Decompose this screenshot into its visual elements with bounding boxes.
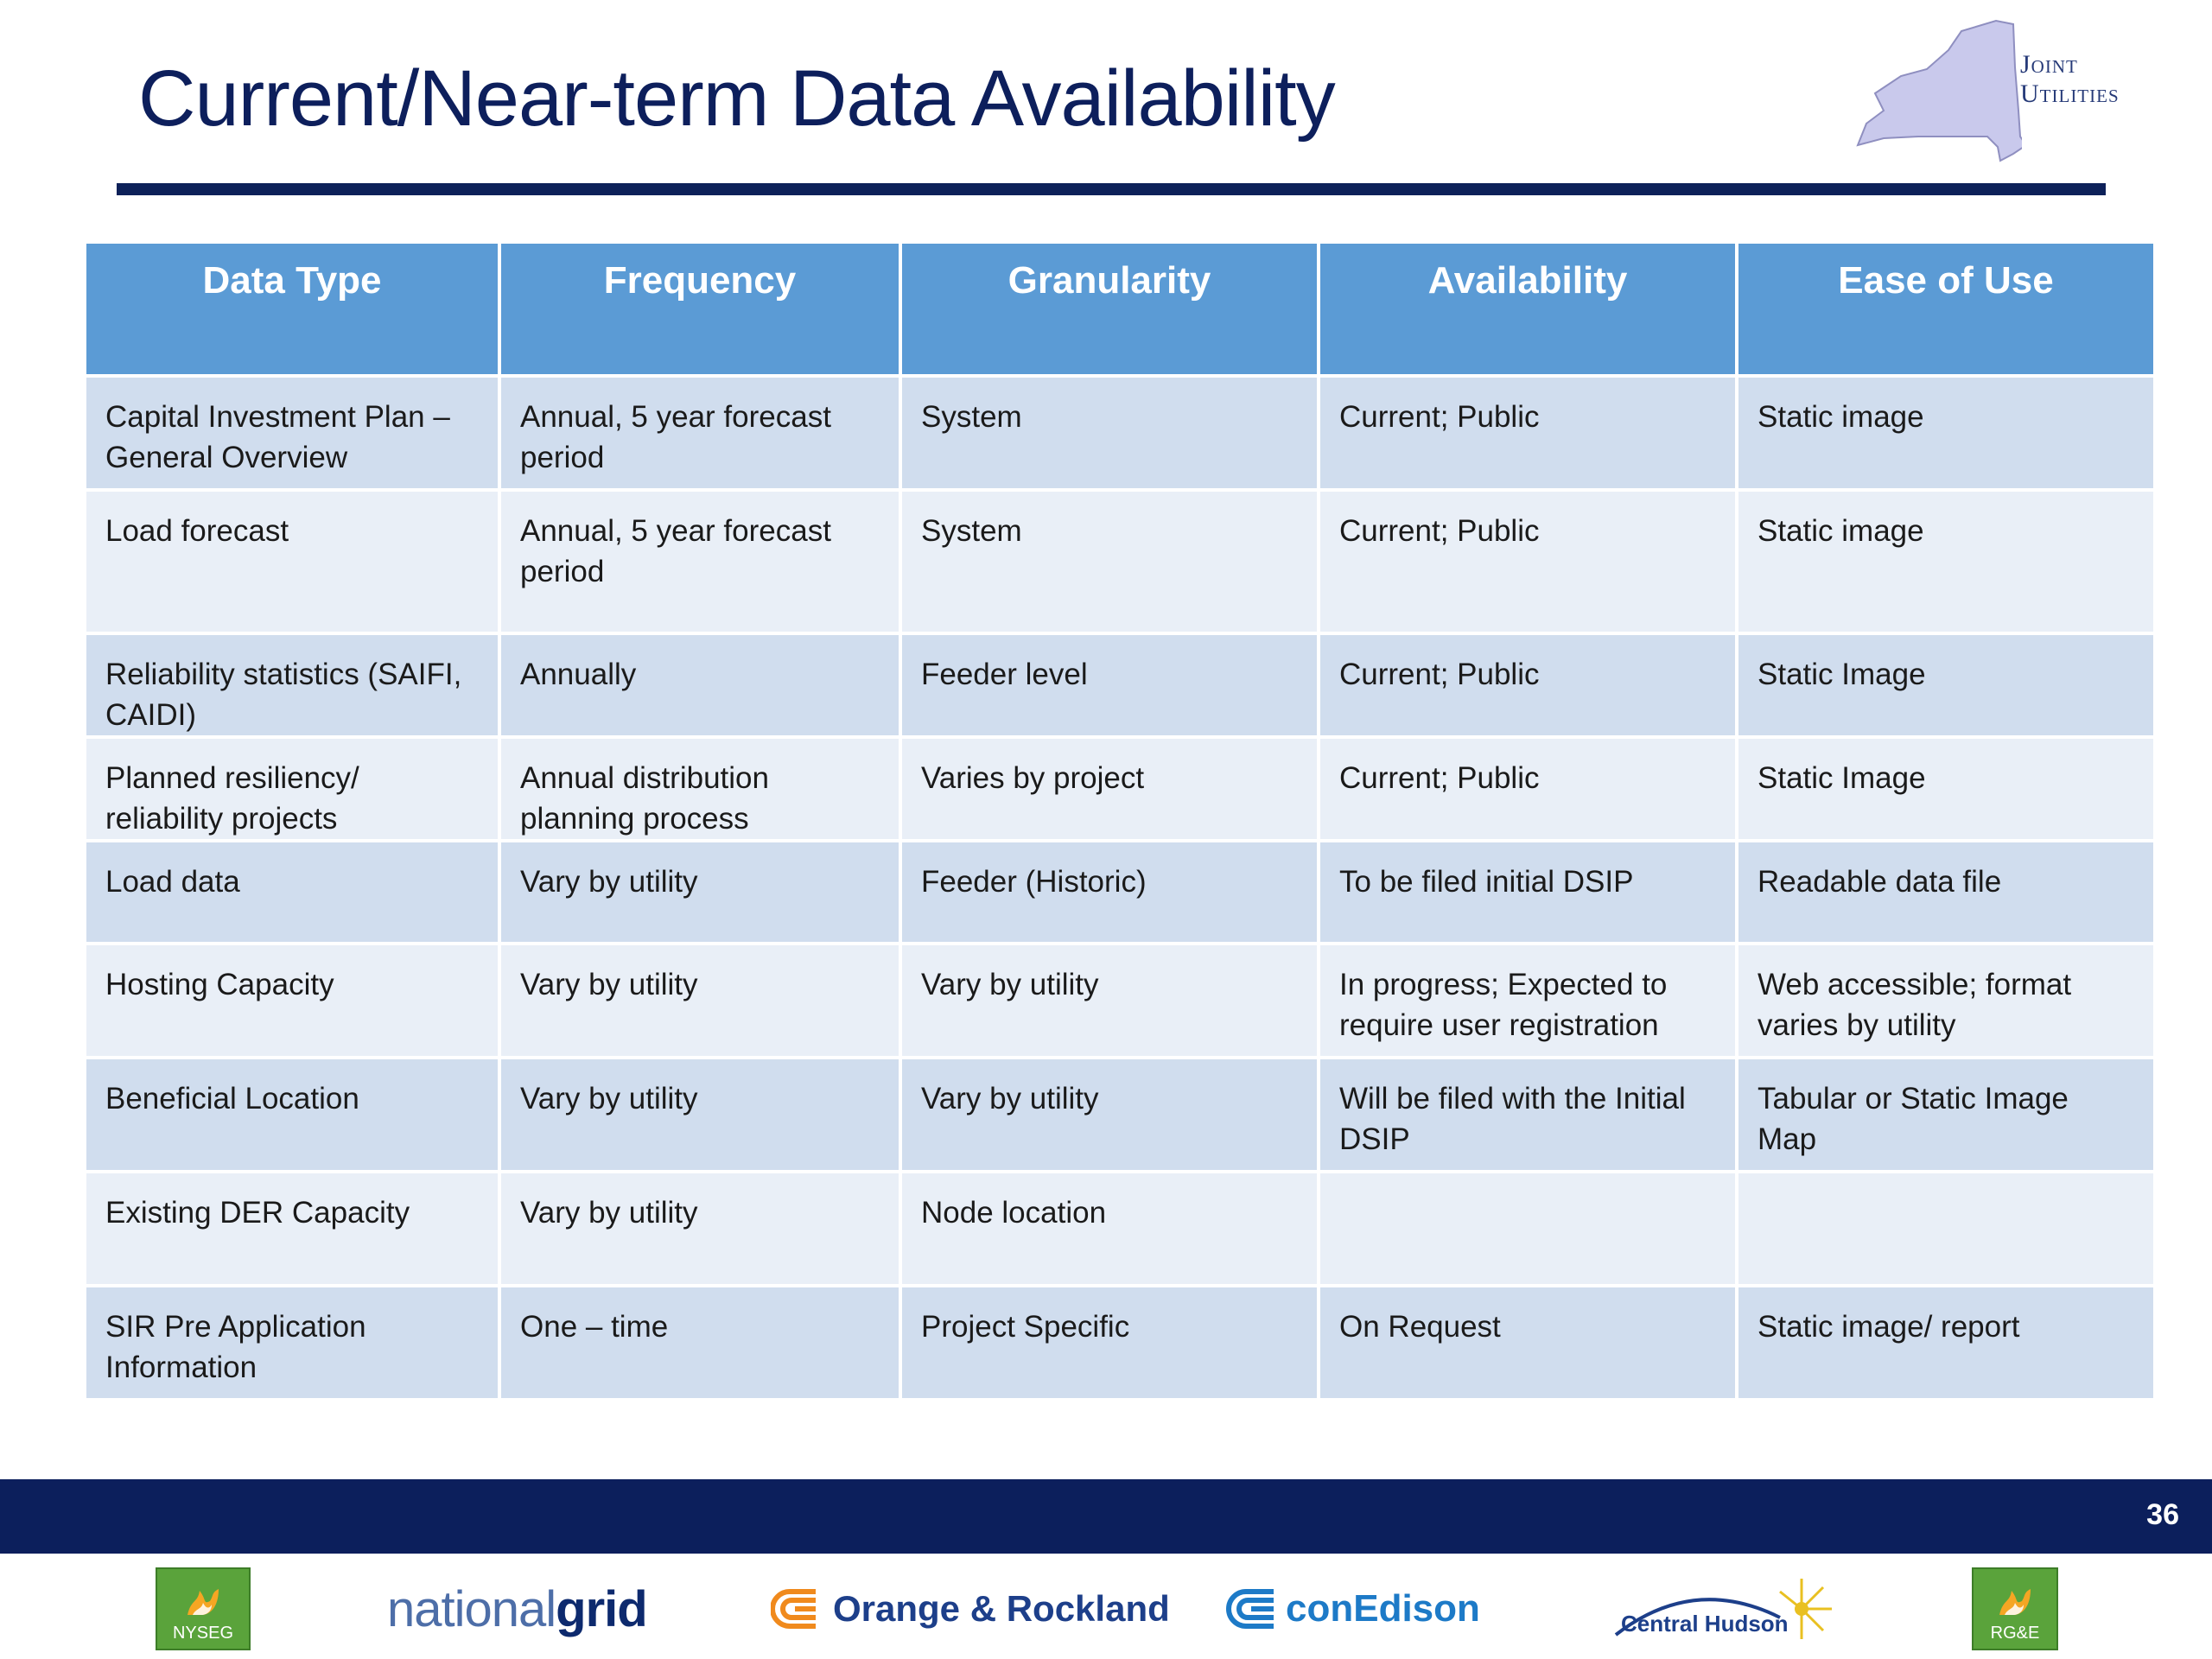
cell-ease-of-use: Tabular or Static Image Map bbox=[1738, 1059, 2153, 1170]
cell-granularity: System bbox=[902, 378, 1317, 488]
national-grid-wordmark bbox=[387, 1580, 647, 1638]
cell-data-type: Planned resiliency/ reliability projects bbox=[86, 739, 498, 839]
table-header-row bbox=[86, 244, 2153, 374]
cell-frequency: One – time bbox=[501, 1287, 899, 1398]
table-row bbox=[86, 635, 2153, 735]
cell-data-type: Hosting Capacity bbox=[86, 945, 498, 1056]
flame-icon bbox=[1996, 1584, 2034, 1618]
page-number: 36 bbox=[2146, 1498, 2179, 1531]
conedison-wordmark: conEdison bbox=[1286, 1587, 1480, 1630]
central-hudson-wordmark: Central Hudson bbox=[1621, 1611, 1789, 1637]
cell-frequency: Annual, 5 year forecast period bbox=[501, 378, 899, 488]
cell-frequency: Vary by utility bbox=[501, 1059, 899, 1170]
header-granularity: Granularity bbox=[902, 244, 1317, 374]
table-row bbox=[86, 842, 2153, 942]
table-row bbox=[86, 1287, 2153, 1398]
cell-granularity: Varies by project bbox=[902, 739, 1317, 839]
table-row bbox=[86, 1059, 2153, 1170]
cell-ease-of-use: Static image bbox=[1738, 492, 2153, 632]
cell-availability: On Request bbox=[1320, 1287, 1735, 1398]
footer-bar bbox=[0, 1479, 2212, 1554]
logo-line-2: Utilities bbox=[2020, 79, 2120, 108]
cell-data-type: Capital Investment Plan – General Overview bbox=[86, 378, 498, 488]
cell-availability: Current; Public bbox=[1320, 739, 1735, 839]
cell-data-type: SIR Pre Application Information bbox=[86, 1287, 498, 1398]
central-hudson-arc-icon bbox=[1599, 1566, 1840, 1652]
cell-availability bbox=[1320, 1173, 1735, 1284]
logo-line-1: Joint bbox=[2020, 50, 2078, 79]
cell-frequency: Annual, 5 year forecast period bbox=[501, 492, 899, 632]
cell-availability: Current; Public bbox=[1320, 635, 1735, 735]
orange-rockland-wordmark: Orange & Rockland bbox=[833, 1588, 1170, 1629]
cell-ease-of-use: Static image/ report bbox=[1738, 1287, 2153, 1398]
cell-data-type: Beneficial Location bbox=[86, 1059, 498, 1170]
orange-rockland-logo bbox=[771, 1566, 1170, 1652]
national-grid-part-2: grid bbox=[556, 1580, 647, 1637]
cell-frequency: Annually bbox=[501, 635, 899, 735]
header-frequency: Frequency bbox=[501, 244, 899, 374]
cell-availability: Will be filed with the Initial DSIP bbox=[1320, 1059, 1735, 1170]
cell-granularity: Vary by utility bbox=[902, 1059, 1317, 1170]
cell-frequency: Annual distribution planning process bbox=[501, 739, 899, 839]
cell-granularity: Feeder (Historic) bbox=[902, 842, 1317, 942]
cell-frequency: Vary by utility bbox=[501, 945, 899, 1056]
nyseg-label: NYSEG bbox=[172, 1624, 234, 1643]
cell-frequency: Vary by utility bbox=[501, 842, 899, 942]
flame-icon bbox=[184, 1584, 222, 1618]
conedison-mark-icon bbox=[1225, 1585, 1281, 1633]
cell-frequency: Vary by utility bbox=[501, 1173, 899, 1284]
header-data-type: Data Type bbox=[86, 244, 498, 374]
cell-data-type: Existing DER Capacity bbox=[86, 1173, 498, 1284]
cell-ease-of-use: Readable data file bbox=[1738, 842, 2153, 942]
title-underline bbox=[117, 183, 2106, 195]
table-row bbox=[86, 945, 2153, 1056]
nyseg-tile bbox=[156, 1567, 251, 1650]
cell-data-type: Reliability statistics (SAIFI, CAIDI) bbox=[86, 635, 498, 735]
cell-granularity: System bbox=[902, 492, 1317, 632]
cell-availability: To be filed initial DSIP bbox=[1320, 842, 1735, 942]
cell-granularity: Node location bbox=[902, 1173, 1317, 1284]
table-row bbox=[86, 1173, 2153, 1284]
header-ease-of-use: Ease of Use bbox=[1738, 244, 2153, 374]
logo-wordmark bbox=[2020, 50, 2120, 109]
rge-tile bbox=[1972, 1567, 2058, 1650]
slide-title: Current/Near-term Data Availability bbox=[138, 54, 1335, 143]
cell-ease-of-use: Web accessible; format varies by utility bbox=[1738, 945, 2153, 1056]
cell-ease-of-use: Static Image bbox=[1738, 739, 2153, 839]
cell-granularity: Project Specific bbox=[902, 1287, 1317, 1398]
cell-ease-of-use: Static Image bbox=[1738, 635, 2153, 735]
cell-data-type: Load data bbox=[86, 842, 498, 942]
national-grid-part-1: national bbox=[387, 1580, 556, 1637]
table-row bbox=[86, 739, 2153, 839]
nyseg-logo bbox=[156, 1566, 251, 1652]
data-availability-table bbox=[83, 240, 2157, 1402]
conedison-logo bbox=[1225, 1566, 1480, 1652]
national-grid-logo bbox=[387, 1566, 647, 1652]
cell-data-type: Load forecast bbox=[86, 492, 498, 632]
cell-ease-of-use: Static image bbox=[1738, 378, 2153, 488]
table-row bbox=[86, 378, 2153, 488]
cell-granularity: Vary by utility bbox=[902, 945, 1317, 1056]
header-availability: Availability bbox=[1320, 244, 1735, 374]
orange-rockland-mark-icon bbox=[771, 1585, 826, 1633]
cell-availability: In progress; Expected to require user registration bbox=[1320, 945, 1735, 1056]
rge-label: RG&E bbox=[1990, 1624, 2040, 1643]
cell-granularity: Feeder level bbox=[902, 635, 1317, 735]
joint-utilities-logo bbox=[1849, 16, 2160, 175]
cell-ease-of-use bbox=[1738, 1173, 2153, 1284]
table-row bbox=[86, 492, 2153, 632]
rge-logo bbox=[1972, 1566, 2058, 1652]
cell-availability: Current; Public bbox=[1320, 492, 1735, 632]
central-hudson-logo bbox=[1599, 1566, 1840, 1652]
cell-availability: Current; Public bbox=[1320, 378, 1735, 488]
new-york-state-map-icon bbox=[1849, 16, 2022, 175]
